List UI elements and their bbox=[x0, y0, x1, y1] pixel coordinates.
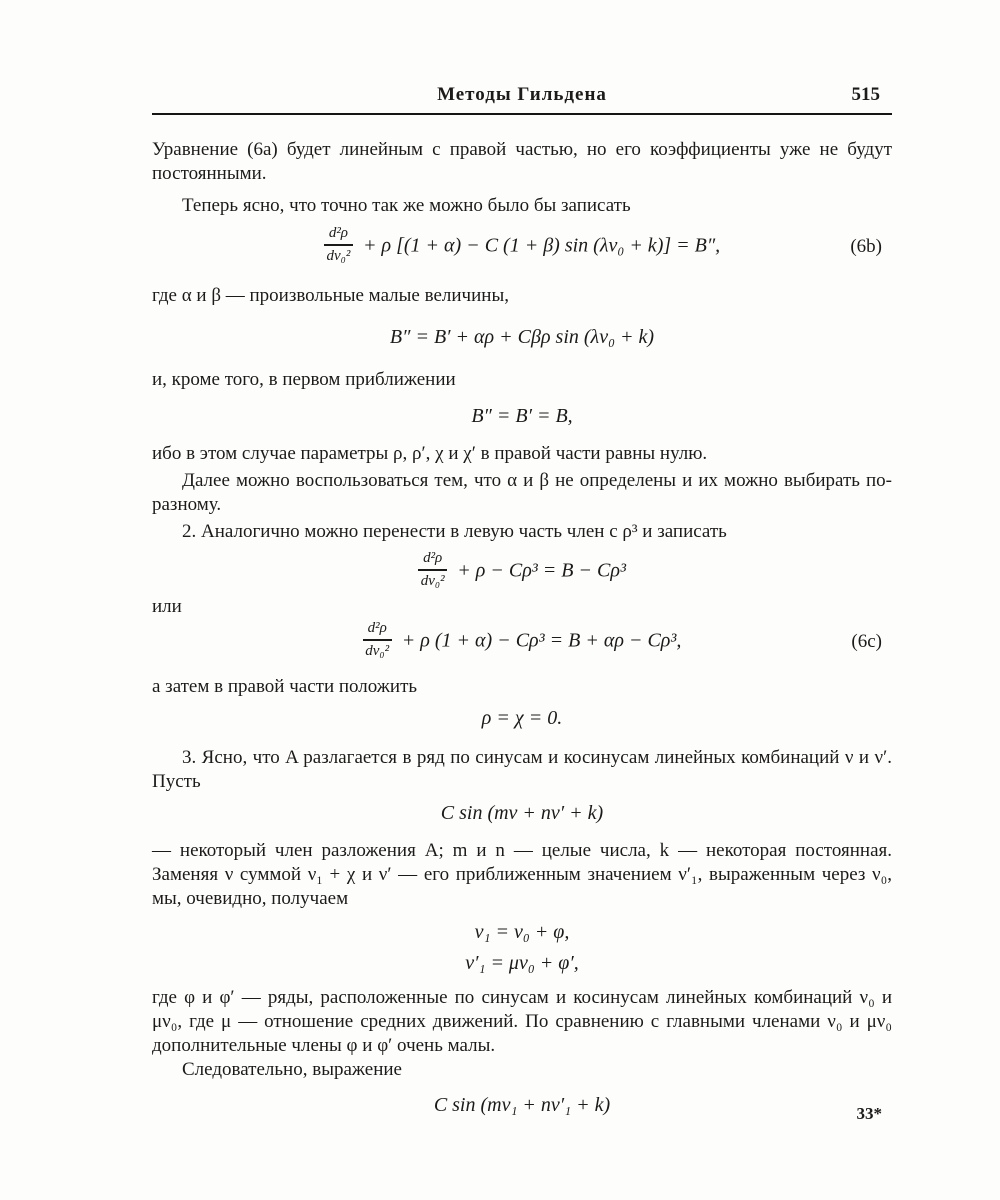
fraction-denominator: dν₀² bbox=[420, 573, 445, 589]
equation-label-6b: (6b) bbox=[850, 236, 882, 257]
fraction-numerator: d²ρ bbox=[418, 549, 447, 571]
equation-body: B″ = B′ = B, bbox=[471, 405, 573, 427]
equation-nu-1-prime bbox=[152, 950, 892, 976]
equation-body: ρ = χ = 0. bbox=[481, 707, 563, 729]
equation-body: + ρ − Cρ³ = B − Cρ³ bbox=[457, 559, 626, 582]
equation-6b bbox=[152, 226, 892, 268]
equation-rho-cubed bbox=[152, 551, 892, 593]
page-body bbox=[152, 117, 892, 1118]
fraction-numerator: d²ρ bbox=[363, 619, 392, 641]
page-number: 515 bbox=[851, 84, 880, 105]
printer-signature: 33* bbox=[856, 1104, 882, 1123]
paragraph-phi-series: где φ и φ′ — ряды, расположенные по синусам и косинусам линейных комбинаций ν₀ и μν₀, где μ — отношение средних движений. По сравнению с главными членами ν₀ и μν₀ дополнительные члены φ и φ′ очень малы. bbox=[152, 987, 892, 1056]
equation-body: C sin (mν + nν′ + k) bbox=[440, 802, 604, 824]
equation-rho-chi-zero bbox=[152, 705, 892, 731]
equation-b-double-prime bbox=[152, 324, 892, 350]
fraction-numerator: d²ρ bbox=[324, 224, 353, 246]
equation-nu-1 bbox=[152, 919, 892, 945]
equation-body: C sin (mν₁ + nν′₁ + k) bbox=[433, 1094, 611, 1116]
equation-body: + ρ [(1 + α) − C (1 + β) sin (λν₀ + k)] = B″, bbox=[363, 234, 721, 257]
paragraph-or: или bbox=[152, 596, 182, 617]
fraction-denominator: dν₀² bbox=[365, 643, 390, 659]
paragraph-item-2: 2. Аналогично можно перенести в левую часть член с ρ³ и записать bbox=[182, 521, 727, 542]
paragraph-parameters-zero: ибо в этом случае параметры ρ, ρ′, χ и χ′ в правой части равны нулю. bbox=[152, 443, 708, 464]
paragraph-consequently: Следовательно, выражение bbox=[182, 1059, 402, 1080]
equation-body: ν₁ = ν₀ + φ, bbox=[474, 921, 570, 943]
running-head: Методы Гильдена bbox=[437, 84, 607, 105]
paragraph-where-alpha-beta: где α и β — произвольные малые величины, bbox=[152, 285, 509, 306]
equation-b-equality bbox=[152, 403, 892, 429]
fraction bbox=[363, 619, 392, 661]
equation-body: + ρ (1 + α) − Cρ³ = B + αρ − Cρ³, bbox=[401, 629, 682, 652]
equation-body: B″ = B′ + αρ + Cβρ sin (λν₀ + k) bbox=[389, 326, 655, 348]
paragraph-equation-6a-note: Уравнение (6а) будет линейным с правой частью, но его коэффициенты уже не будут постоянными. bbox=[152, 139, 892, 184]
equation-body: ν′₁ = μν₀ + φ′, bbox=[465, 952, 579, 974]
fraction bbox=[324, 224, 353, 266]
paragraph-then-set: а затем в правой части положить bbox=[152, 676, 418, 697]
equation-c-sin-1 bbox=[152, 800, 892, 826]
fraction-denominator: dν₀² bbox=[326, 248, 351, 264]
equation-c-sin-2 bbox=[152, 1092, 892, 1118]
paragraph-some-term: — некоторый член разложения A; m и n — целые числа, k — некоторая постоянная. Заменяя ν суммой ν₁ + χ и ν′ — его приближенным значением ν′₁, выраженным через ν₀, мы, очевидно, получаем bbox=[152, 840, 892, 909]
equation-6c bbox=[152, 621, 892, 663]
equation-label-6c: (6c) bbox=[851, 631, 882, 652]
fraction bbox=[418, 549, 447, 591]
paragraph-further-use: Далее можно воспользоваться тем, что α и β не определены и их можно выбирать по-разному. bbox=[152, 470, 892, 515]
paragraph-item-3: 3. Ясно, что A разлагается в ряд по синусам и косинусам линейных комбинаций ν и ν′. Пусть bbox=[152, 747, 892, 792]
header-rule bbox=[152, 113, 892, 115]
paragraph-now-clear: Теперь ясно, что точно так же можно было бы записать bbox=[182, 195, 631, 216]
paragraph-first-approximation: и, кроме того, в первом приближении bbox=[152, 369, 456, 390]
